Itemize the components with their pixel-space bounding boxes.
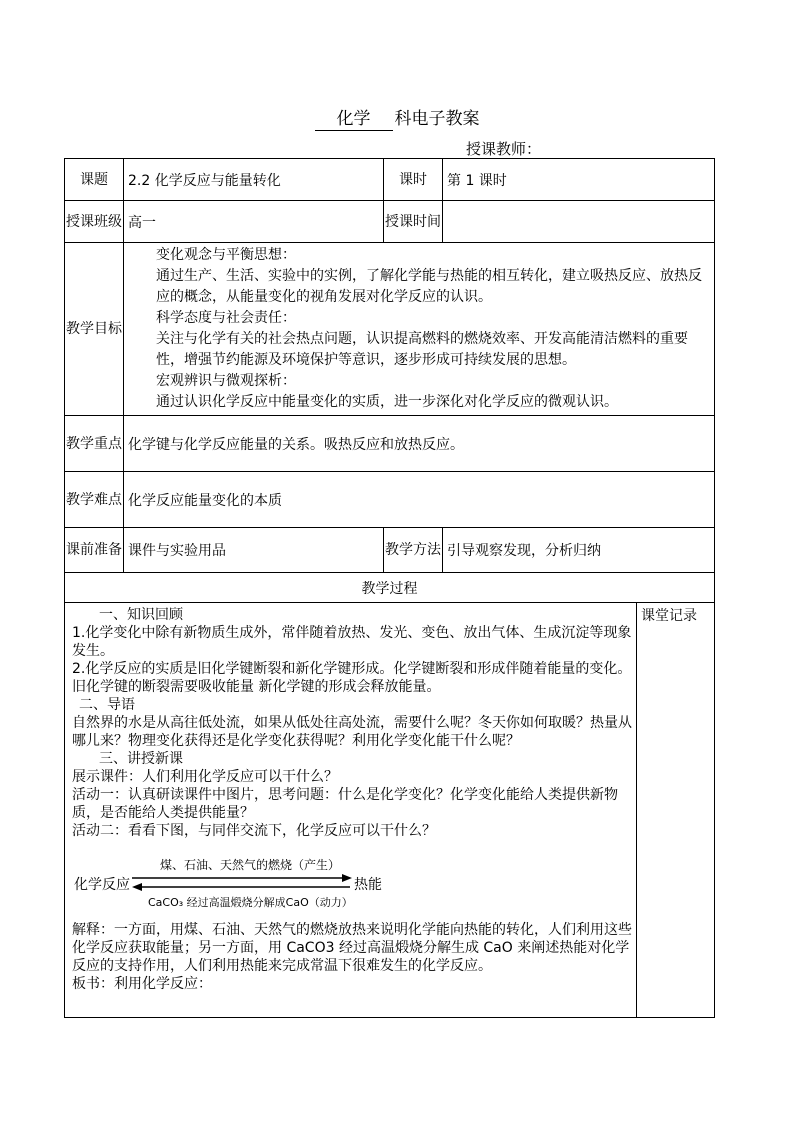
key-value: 化学键与化学反应能量的关系。吸热反应和放热反应。: [124, 416, 715, 472]
process-heading-intro: 二、导语: [79, 697, 135, 713]
goal-text-3: 通过认识化学反应中能量变化的实质，进一步深化对化学反应的微观认识。: [156, 394, 618, 410]
time-label: 授课时间: [384, 201, 443, 243]
goal-heading-1: 变化观念与平衡思想：: [156, 247, 296, 263]
process-paragraph: 解释：一方面，用煤、石油、天然气的燃烧放热来说明化学能向热能的转化，人们利用这些化学反应获取能量；另一方面，用 CaCO3 经过高温煅烧分解生成 CaO 来阐述热能对化学反应的支持作用，人们利用热能来完成常温下很难发生的化学反应。: [72, 922, 632, 974]
diagram-bottom-text: CaCO₃ 经过高温煅烧分解成CaO（动力）: [148, 896, 353, 909]
prep-value: 课件与实验用品: [124, 528, 384, 573]
key-label: 教学重点: [65, 416, 124, 472]
teacher-line: [466, 139, 674, 159]
process-paragraph: 2.化学反应的实质是旧化学键断裂和新化学键形成。化学键断裂和形成伴随着能量的变化。旧化学键的断裂需要吸收能量 新化学键的形成会释放能量。: [72, 661, 632, 695]
goal-heading-2: 科学态度与社会责任：: [156, 310, 296, 326]
process-heading-review: 一、知识回顾: [99, 607, 183, 623]
process-paragraph: 活动一：认真研读课件中图片，思考问题：什么是化学变化？化学变化能给人类提供新物质，是否能给人类提供能量？: [72, 787, 618, 821]
class-value: 高一: [124, 201, 384, 243]
process-paragraph: 板书：利用化学反应：: [72, 976, 212, 992]
process-paragraph: 活动二：看看下图，与同伴交流下，化学反应可以干什么？: [72, 823, 436, 839]
process-paragraph: 展示课件：人们利用化学反应可以干什么？: [72, 769, 338, 785]
process-content: [65, 603, 637, 1018]
record-label: 课堂记录: [637, 603, 715, 1018]
goal-text-1: 通过生产、生活、实验中的实例，了解化学能与热能的相互转化，建立吸热反应、放热反应的概念，从能量变化的视角发展对化学反应的认识。: [156, 268, 702, 305]
goal-text-2: 关注与化学有关的社会热点问题，认识提高燃料的燃烧效率、开发高能清洁燃料的重要性，增强节约能源及环境保护等意识，逐步形成可持续发展的思想。: [156, 331, 688, 368]
subject-name: 化学: [315, 108, 393, 131]
goals-content: [124, 243, 715, 416]
difficult-value: 化学反应能量变化的本质: [124, 472, 715, 528]
lesson-plan-table: [64, 158, 715, 1018]
period-value: 第 1 课时: [443, 159, 715, 201]
backward-arrow-head: [132, 883, 142, 891]
period-label: 课时: [384, 159, 443, 201]
method-value: 引导观察发现，分析归纳: [443, 528, 715, 573]
process-section-title: 教学过程: [65, 573, 715, 603]
goal-heading-3: 宏观辨识与微观探析：: [156, 373, 296, 389]
teacher-label: 授课教师：: [466, 140, 542, 158]
forward-arrow-head: [342, 874, 352, 882]
diagram-right-label: 热能: [354, 877, 382, 893]
time-value: [443, 201, 715, 243]
diagram-top-text: 煤、石油、天然气的燃烧（产生）: [160, 858, 341, 872]
title-suffix: 科电子教案: [394, 109, 480, 129]
document-title: [0, 104, 794, 131]
goals-label: 教学目标: [65, 243, 124, 416]
difficult-label: 教学难点: [65, 472, 124, 528]
prep-label: 课前准备: [65, 528, 124, 573]
process-heading-lecture: 三、讲授新课: [99, 751, 183, 767]
teacher-name-field[interactable]: [541, 143, 674, 159]
process-paragraph: 1.化学变化中除有新物质生成外，常伴随着放热、发光、变色、放出气体、生成沉淀等现象发生。: [72, 625, 632, 659]
energy-conversion-diagram: [72, 847, 392, 917]
diagram-left-label: 化学反应: [74, 877, 130, 893]
process-paragraph: 自然界的水是从高往低处流，如果从低处往高处流，需要什么呢？冬天你如何取暖？热量从哪儿来？物理变化获得还是化学变化获得呢？利用化学变化能干什么呢？: [72, 715, 632, 749]
method-label: 教学方法: [384, 528, 443, 573]
topic-value: 2.2 化学反应与能量转化: [124, 159, 384, 201]
topic-label: 课题: [65, 159, 124, 201]
class-label: 授课班级: [65, 201, 124, 243]
